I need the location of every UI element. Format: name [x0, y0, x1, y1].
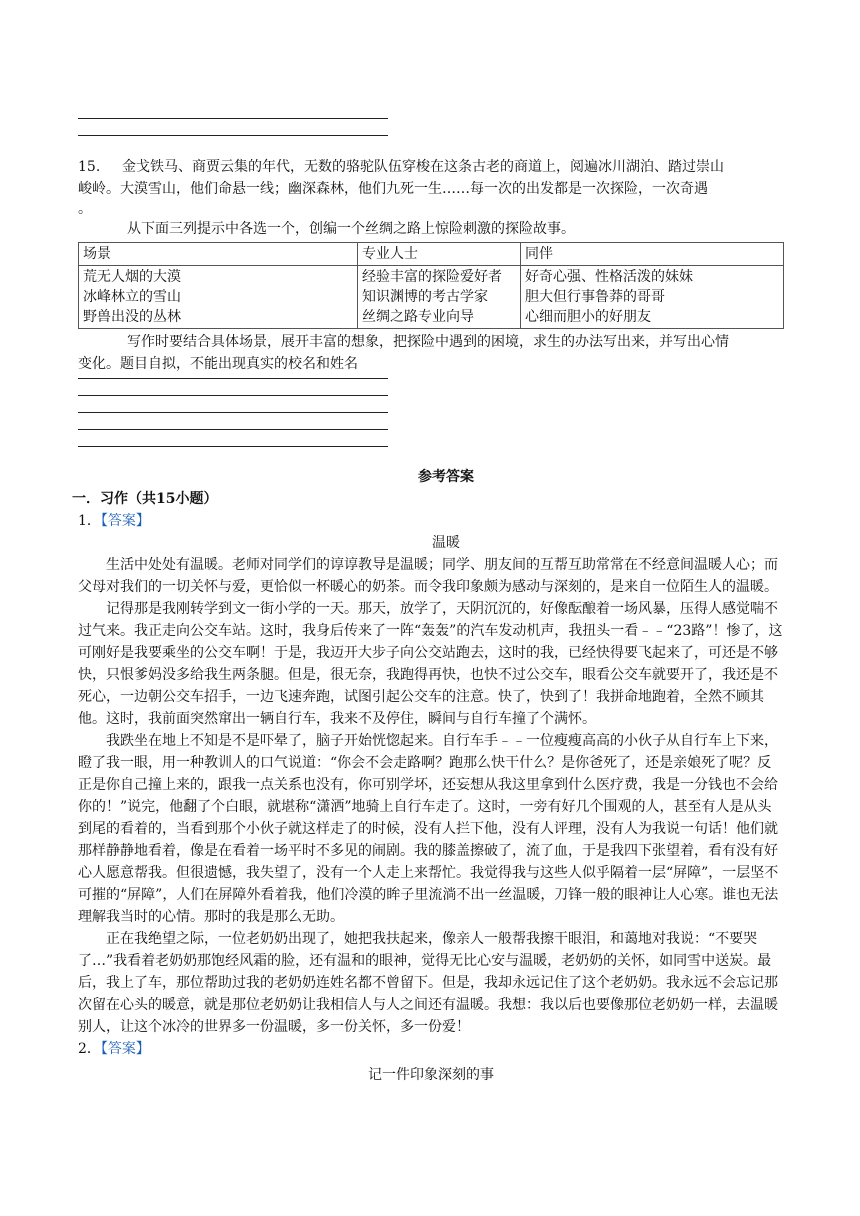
essay1-paragraph: 生活中处处有温暖。老师对同学们的谆谆教导是温暖；同学、朋友间的互帮互助常常在不经意间温暖人心；而父母对我们的一切关怀与爱，更恰似一杯暖心的奶茶。而令我印象颇为感动与深刻的，是来自一位陌生人的温暖。 — [78, 557, 778, 595]
hint-expert-item: 知识渊博的考古学家 — [362, 289, 488, 305]
hint-header-scene: 场景 — [79, 243, 358, 266]
essay1-paragraph: 正在我绝望之际，一位老奶奶出现了，她把我扶起来，像亲人一般帮我擦干眼泪，和蔼地对我说：“不要哭了…”我看着老奶奶那饱经风霜的脸，还有温和的眼神，觉得无比心安与温暖，老奶奶的关怀，如同雪中送炭。最后，我上了车，那位帮助过我的老奶奶连姓名都不曾留下。但是，我却永远记住了这个老奶奶。我永远不会忘记那次留在心头的暖意，就是那位老奶奶让我相信人与人之间还有温暖。我想：我以后也要像那位老奶奶一样，去温暖别人，让这个冰冷的世界多一份温暖，多一份关怀，多一份爱！ — [78, 931, 778, 1035]
answer-item-1 — [78, 510, 784, 532]
answers-section — [72, 466, 784, 1086]
writing-line — [78, 446, 388, 447]
hint-companion-item: 胆大但行事鲁莽的哥哥 — [525, 289, 665, 305]
hint-header-companion: 同伴 — [521, 243, 784, 266]
hint-scene-item: 野兽出没的丛林 — [83, 309, 181, 325]
hint-expert-item: 经验丰富的探险爱好者 — [362, 269, 502, 285]
question-15 — [78, 156, 784, 375]
hint-header-expert: 专业人士 — [358, 243, 521, 266]
hint-col-companion — [521, 266, 784, 329]
writing-line — [78, 135, 388, 136]
writing-lines-bottom — [78, 378, 388, 463]
question-number: 15. — [78, 159, 101, 175]
question-requirement-line1: 写作时要结合具体场景，展开丰富的想象，把探险中遇到的困境，求生的办法写出来，并写出心情 — [127, 334, 729, 350]
hint-table-body-row — [79, 266, 784, 329]
writing-line — [78, 118, 388, 119]
hint-table — [78, 242, 784, 329]
answer-item-number: 2． — [78, 1041, 101, 1057]
hint-table-header-row — [79, 243, 784, 266]
question-stem-line1: 金戈铁马、商贾云集的年代，无数的骆驼队伍穿梭在这条古老的商道上，阅遍冰川湖泊、踏过崇山 — [122, 159, 724, 175]
hint-scene-item: 荒无人烟的大漠 — [83, 269, 181, 285]
hint-companion-item: 好奇心强、性格活泼的妹妹 — [525, 269, 693, 285]
writing-line — [78, 378, 388, 379]
writing-line — [78, 429, 388, 430]
answer-tag: 【答案】 — [100, 513, 150, 529]
essay1-paragraph: 记得那是我刚转学到文一街小学的一天。那天，放学了，天阴沉沉的，好像酝酿着一场风暴，压得人感觉喘不过气来。我正走向公交车站。这时，我身后传来了一阵“轰轰”的汽车发动机声，我扭头一看﹣﹣“23路”！惨了，这可刚好是我要乘坐的公交车啊！于是，我迈开大步子向公交站跑去，这时的我，已经快得要飞起来了，可还是不够快，只恨爹妈没多给我生两条腿。但是，很无奈，我跑得再快，也快不过公交车，眼看公交车就要开了，我还是不死心，一边朝公交车招手，一边飞速奔跑，试图引起公交车的注意。快了，快到了！我拼命地跑着，全然不顾其他。这时，我前面突然窜出一辆自行车，我来不及停住，瞬间与自行车撞了个满怀。 — [78, 601, 783, 727]
hint-scene-item: 冰峰林立的雪山 — [83, 289, 181, 305]
hint-col-scene — [79, 266, 358, 329]
question-stem-line2: 峻岭。大漠雪山，他们命悬一线；幽深森林，他们九死一生……每一次的出发都是一次探险，一次奇遇 — [78, 181, 708, 197]
hint-col-expert — [358, 266, 521, 329]
hint-expert-item: 丝绸之路专业向导 — [362, 309, 474, 325]
writing-line — [78, 412, 388, 413]
question-stem-line3: 。 — [78, 201, 92, 217]
essay1-title: 温暖 — [432, 535, 460, 551]
writing-line — [78, 395, 388, 396]
hint-companion-item: 心细而胆小的好朋友 — [525, 309, 651, 325]
essay2-title: 记一件印象深刻的事 — [368, 1067, 494, 1083]
question-requirement-line2: 变化。题目自拟，不能出现真实的校名和姓名 — [78, 356, 358, 372]
question-instruction: 从下面三列提示中各选一个，创编一个丝绸之路上惊险刺激的探险故事。 — [127, 221, 575, 237]
answers-heading: 参考答案 — [418, 469, 474, 485]
answer-tag: 【答案】 — [100, 1041, 150, 1057]
answer-item-number: 1． — [78, 513, 101, 529]
answer-item-2 — [78, 1038, 784, 1060]
writing-lines-top — [78, 118, 388, 152]
essay1-paragraph: 我跌坐在地上不知是不是吓晕了，脑子开始恍惚起来。自行车手﹣﹣一位瘦瘦高高的小伙子从自行车上下来，瞪了我一眼，用一种教训人的口气说道：“你会不会走路啊？跑那么快干什么？是你爸死了，还是亲娘死了呢？反正是你自己撞上来的，跟我一点关系也没有，你可别学坏，还妄想从我这里拿到什么医疗费，我是一分钱也不会给你的！”说完，他翻了个白眼，就堪称“潇洒”地骑上自行车走了。这时，一旁有好几个围观的人，甚至有人是从头到尾的看着的，当看到那个小伙子就这样走了的时候，没有人拦下他，没有人评理，没有人为我说一句话！他们就那样静静地看着，像是在看着一场平时不多见的闹剧。我的膝盖擦破了，流了血，于是我四下张望着，看有没有好心人愿意帮我。但很遗憾，我失望了，没有一个人走上来帮忙。我觉得我与这些人似乎隔着一层“屏障”，一层坚不可摧的“屏障”，人们在屏障外看着我，他们冷漠的眸子里流淌不出一丝温暖，刀锋一般的眼神让人心寒。谁也无法理解我当时的心情。那时的我是那么无助。 — [78, 733, 779, 925]
section-title: 一．习作（共15小题） — [72, 491, 218, 507]
